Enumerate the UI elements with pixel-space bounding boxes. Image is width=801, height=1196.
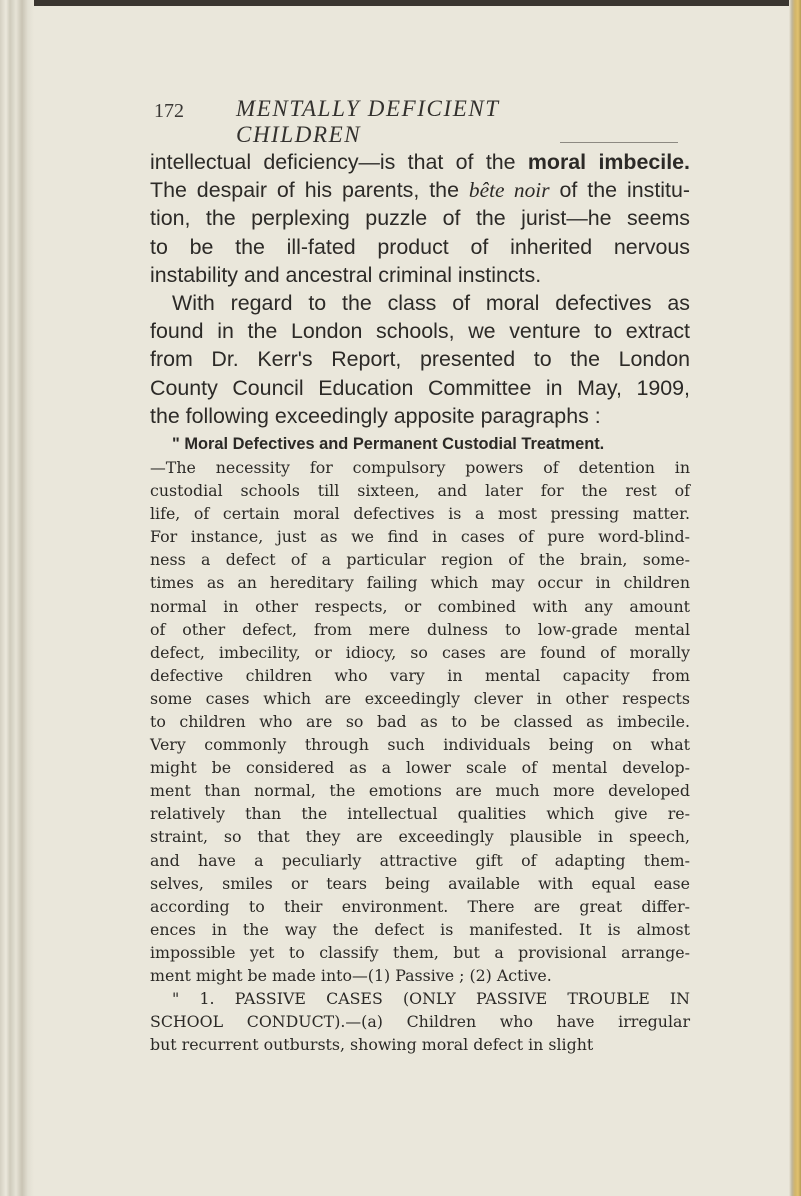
quote-line: to children who are so bad as to be classed as imbecile. (150, 712, 690, 731)
quote-line: custodial schools till sixteen, and later for the rest of (150, 481, 690, 501)
quote-line: of other defect, from mere dulness to low-grade mental (150, 619, 690, 639)
body-line-text: The despair of his parents, the (150, 178, 469, 203)
quote-line: some cases which are exceedingly clever in other respects (150, 688, 690, 708)
body-line: the following exceedingly apposite paragraphs : (150, 403, 601, 428)
quote-line: relatively than the intellectual qualities which give re- (150, 804, 690, 824)
body-line: County Council Education Committee in May, 1909, (150, 375, 690, 400)
quote-line: according to their environment. There are great differ- (150, 896, 690, 916)
page-number: 172 (154, 100, 184, 122)
quote-line: selves, smiles or tears being available with equal ease (150, 873, 690, 893)
book-gutter (0, 0, 34, 1196)
emphasis-italic: bête noir (468, 178, 550, 203)
section-heading: " 1. PASSIVE CASES (ONLY PASSIVE TROUBLE IN (172, 989, 690, 1009)
body-line-text: of the institu- (549, 178, 690, 203)
quote-line: normal in other respects, or combined with any amount (150, 596, 690, 616)
body-line: instability and ancestral criminal instincts. (150, 262, 542, 287)
page-top-edge (0, 0, 801, 6)
body-line: tion, the perplexing puzzle of the jurist—he seems (150, 206, 690, 231)
quote-line: straint, so that they are exceedingly plausible in speech, (150, 827, 690, 847)
quote-heading: " Moral Defectives and Permanent Custodial Treatment. (172, 434, 605, 453)
body-line (150, 148, 690, 176)
section-line: but recurrent outbursts, showing moral defect in slight (150, 1035, 594, 1055)
quote-line: defective children who vary in mental capacity from (150, 665, 690, 685)
quote-line: and have a peculiarly attractive gift of adapting them- (150, 850, 690, 870)
quote-line: life, of certain moral defectives is a most pressing matter. (150, 504, 690, 524)
body-line-text: intellectual deficiency—is that of the (150, 150, 528, 174)
quote-line: For instance, just as we find in cases of pure word-blind- (150, 527, 690, 547)
running-head (154, 96, 629, 147)
quote-line: ment might be made into—(1) Passive ; (2) Active. (150, 966, 552, 986)
quote-line: defect, imbecility, or idiocy, so cases are found of morally (150, 642, 690, 662)
body-line: to be the ill-fated product of inherited nervous (150, 234, 690, 259)
body-line: from Dr. Kerr's Report, presented to the London (150, 347, 690, 372)
page-text (150, 148, 690, 1056)
page-fore-edge (789, 0, 801, 1196)
body-line: With regard to the class of moral defectives as (172, 290, 690, 315)
quote-line: ness a defect of a particular region of the brain, some- (150, 550, 690, 570)
section-line: SCHOOL CONDUCT).—(a) Children who have irregular (150, 1012, 690, 1032)
quote-line: —The necessity for compulsory powers of detention in (150, 457, 690, 477)
quotation-block (150, 433, 690, 1057)
body-line (150, 176, 690, 204)
quote-line: Very commonly through such individuals being on what (150, 735, 690, 755)
quote-line: ment than normal, the emotions are much more developed (150, 781, 690, 801)
quote-line: impossible yet to classify them, but a provisional arrange- (150, 942, 690, 962)
running-title: MENTALLY DEFICIENT CHILDREN (236, 96, 500, 147)
body-line: found in the London schools, we venture to extract (150, 319, 690, 344)
body-paragraphs (150, 148, 690, 430)
header-rule (560, 142, 678, 143)
emphasis-bold: moral imbecile. (527, 150, 690, 174)
quote-line: ences in the way the defect is manifested. It is almost (150, 919, 690, 939)
quote-line: might be considered as a lower scale of mental develop- (150, 758, 690, 778)
quote-line: times as an hereditary failing which may occur in children (150, 573, 690, 593)
